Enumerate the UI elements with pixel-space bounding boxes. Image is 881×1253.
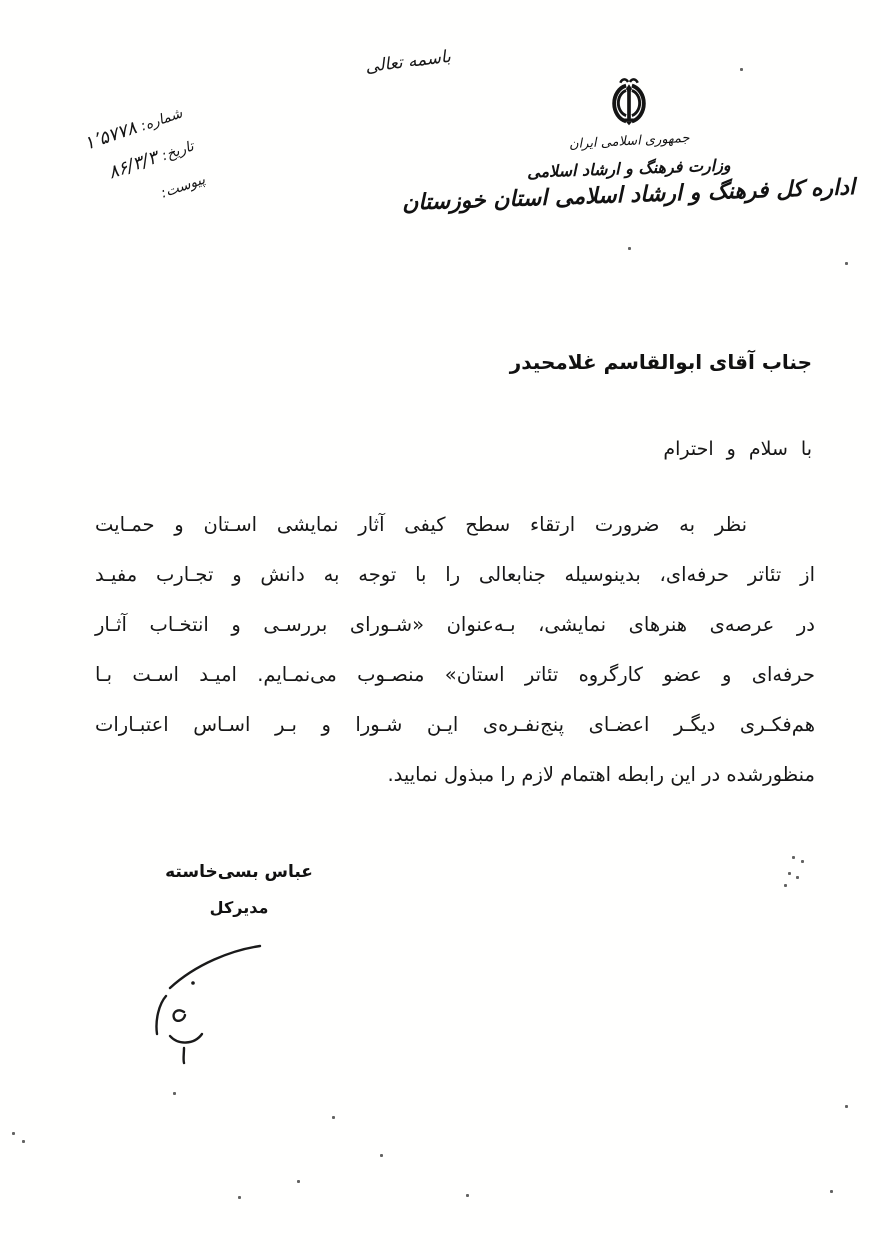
body-line-3: در عرصه‌ی هنرهای نمایشی، بـه‌عنوان «شـورای بررسـی و انتخـاب آثـار [95, 613, 815, 636]
letter-meta-block [6, 96, 210, 254]
scan-speck [830, 1190, 833, 1193]
body-line-6: منظورشده در این رابطه اهتمام لازم را مبذول نمایید. [387, 763, 815, 786]
bismillah-text: باسمه تعالی [364, 46, 452, 78]
scan-speck [466, 1194, 469, 1197]
signer-title: مدیرکل [209, 898, 269, 917]
scan-speck [297, 1180, 300, 1183]
scan-speck [173, 1092, 176, 1095]
signer-name: عباس بسی‌خاسته [165, 862, 313, 882]
letter-date-value: ۸۶/۳/۳ [105, 147, 161, 184]
addressee-line: جناب آقای ابوالقاسم غلامحیدر [509, 350, 812, 374]
scan-speck [796, 876, 799, 879]
letter-number-label: شماره: [138, 105, 185, 135]
scan-speck [380, 1154, 383, 1157]
body-line-5: هم‌فکـری دیگـر اعضـای پنج‌نفـره‌ی ایـن شـورا و بـر اسـاس اعتبـارات [95, 713, 815, 736]
body-line-2: از تئاتر حرفه‌ای، بدینوسیله جنابعالی را با توجه به دانش و تجـارب مفیـد [95, 563, 815, 586]
letterhead-country: جمهوری اسلامی ایران [568, 130, 690, 153]
scan-speck [22, 1140, 25, 1143]
letter-body [95, 500, 815, 800]
scan-speck [238, 1196, 241, 1199]
scan-speck [801, 860, 804, 863]
body-line-4: حرفه‌ای و عضو کارگروه تئاتر استان» منصـوب می‌نمـایم. امیـد اسـت بـا [95, 663, 815, 686]
scan-speck [845, 1105, 848, 1108]
letter-number-value: ۱٬۵۷۷۸ [81, 117, 140, 155]
iran-coat-of-arms-icon [600, 76, 658, 132]
scan-speck [784, 884, 787, 887]
scan-speck [332, 1116, 335, 1119]
body-line-1: نظر به ضرورت ارتقاء سطح کیفی آثار نمایشی اسـتان و حمـایت [95, 513, 747, 536]
signature-block [150, 862, 328, 917]
scan-speck [792, 856, 795, 859]
scan-speck [12, 1132, 15, 1135]
letterhead [402, 76, 856, 216]
scan-speck [740, 68, 743, 71]
scan-speck [628, 247, 631, 250]
letterhead-ministry: وزارت فرهنگ و ارشاد اسلامی [526, 155, 732, 182]
letter-date-label: تاریخ: [159, 138, 196, 165]
letterhead-office: اداره کل فرهنگ و ارشاد اسلامی استان خوزستان [402, 175, 856, 216]
letter-attachment-label: پیوست: [158, 171, 208, 202]
scan-speck [788, 872, 791, 875]
handwritten-signature [126, 930, 276, 1070]
scan-speck [845, 262, 848, 265]
salutation-line: با سلام و احترام [663, 438, 812, 460]
